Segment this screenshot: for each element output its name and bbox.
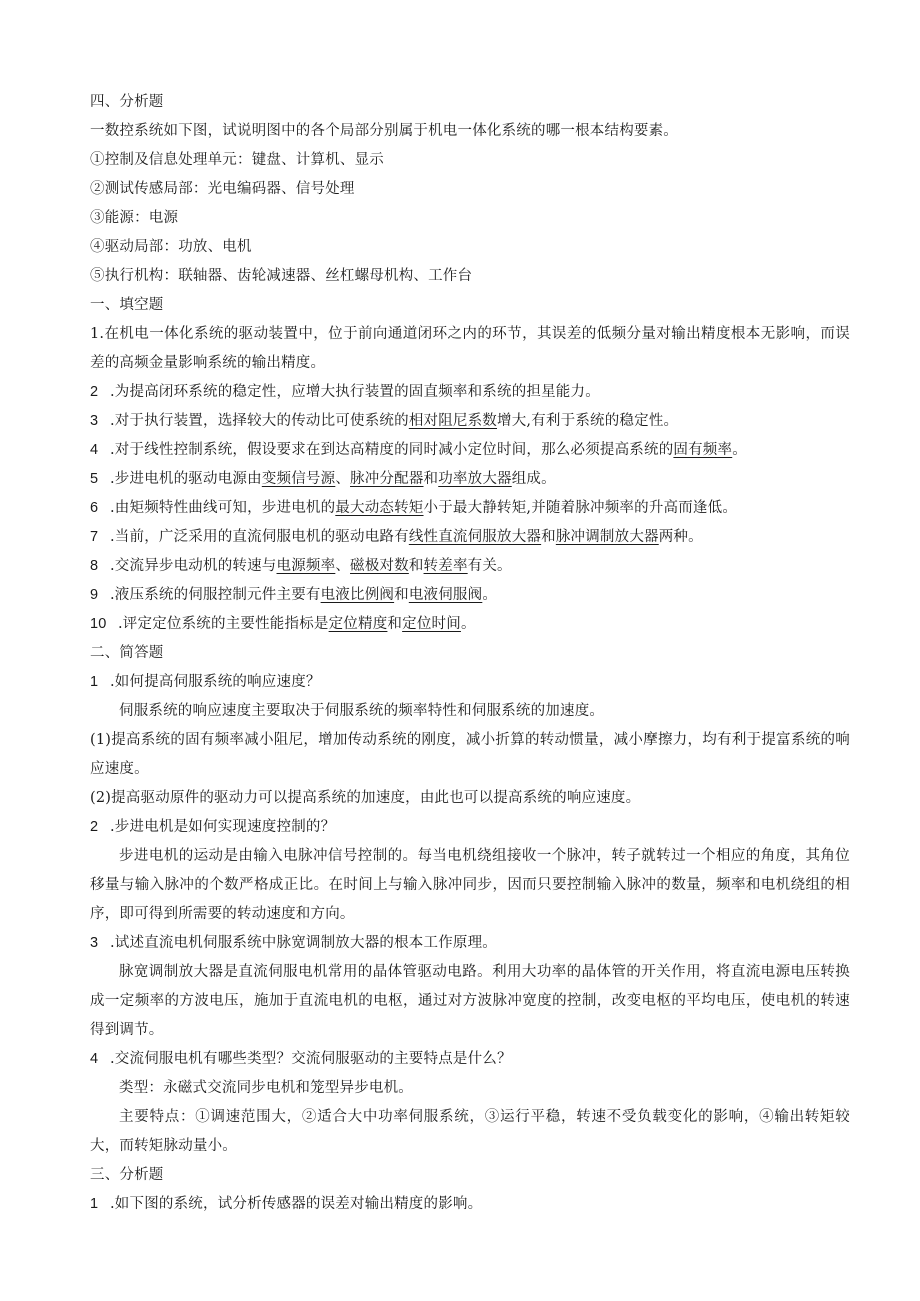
document-page [90, 88, 850, 1219]
question-text: 有关。 [467, 558, 512, 574]
separator: 和 [408, 558, 424, 574]
structure-item: ②测试传感局部：光电编码器、信号处理 [90, 181, 355, 197]
answer-paragraph: 脉宽调制放大器是直流伺服电机常用的晶体管驱动电路。利用大功率的晶体管的开关作用，将直流电源电压转换成一定频率的方波电压，施加于直流电机的电枢，通过对方波脉冲宽度的控制，改变电枢的平均电压，使电机的转速得到调节。 [90, 964, 850, 1038]
question-text: .由矩频特性曲线可知，步进电机的 [110, 500, 336, 516]
short-question-2 [90, 813, 850, 842]
question-text: 。 [732, 442, 747, 458]
answer-blank: 相对阻尼系数 [408, 413, 498, 429]
question-number: 3 [90, 413, 99, 429]
answer-blank: 定位时间 [402, 616, 461, 632]
short-question-1 [90, 668, 850, 697]
analysis-intro: 一数控系统如下图，试说明图中的各个局部分别属于机电一体化系统的哪一根本结构要素。 [90, 123, 678, 139]
short-question-3 [90, 929, 850, 958]
separator: 和 [541, 529, 556, 545]
answer-blank: 转差率 [423, 558, 468, 574]
answer-blank: 脉冲调制放大器 [555, 529, 659, 545]
fill-question-10 [90, 610, 850, 639]
answer-point: (2)提高驱动原件的驱动力可以提高系统的加速度，由此也可以提高系统的响应速度。 [90, 790, 641, 806]
structure-item: ③能源：电源 [90, 210, 179, 226]
fill-question-3 [90, 407, 850, 436]
separator: 、 [335, 471, 351, 487]
answer-blank: 电液伺服阀 [408, 587, 483, 603]
analysis-question-1 [90, 1190, 850, 1219]
question-number: 2 [90, 384, 99, 400]
question-text: 增大,有利于系统的稳定性。 [497, 413, 679, 429]
section-heading-fill-blank: 一、填空题 [90, 297, 164, 313]
question-text: .步进电机的驱动电源由 [110, 471, 262, 487]
answer-paragraph: 步进电机的运动是由输入电脉冲信号控制的。每当电机绕组接收一个脉冲，转子就转过一个相应的角度，其角位移量与输入脉冲的个数严格成正比。在时间上与输入脉冲同步，因而只要控制输入脉冲的数量，频率和电机绕组的相序，即可得到所需要的转动速度和方向。 [90, 848, 850, 922]
question-number: 4 [90, 442, 99, 458]
question-number: 7 [90, 529, 99, 545]
answer-blank: 脉冲分配器 [350, 471, 424, 487]
question-text: 组成。 [511, 471, 556, 487]
separator: 、 [335, 558, 351, 574]
question-number: 10 [90, 616, 107, 632]
question-text: .步进电机是如何实现速度控制的？ [110, 819, 336, 835]
question-text: .对于线性控制系统，假设要求在到达高精度的同时减小定位时间，那么必须提高系统的 [110, 442, 674, 458]
short-question-4 [90, 1045, 850, 1074]
question-text: .当前，广泛采用的直流伺服电机的驱动电路有 [110, 529, 409, 545]
question-text: .如下图的系统，试分析传感器的误差对输出精度的影响。 [110, 1196, 483, 1212]
question-text: 小于最大静转矩,并随着脉冲频率的升高而逢低。 [423, 500, 738, 516]
question-number: 3 [90, 935, 99, 951]
question-text: 。 [460, 616, 476, 632]
answer-blank: 功率放大器 [438, 471, 512, 487]
question-number: 1 [90, 1196, 99, 1212]
separator: 和 [387, 616, 403, 632]
question-text: .液压系统的伺服控制元件主要有 [110, 587, 321, 603]
answer-blank: 变频信号源 [261, 471, 336, 487]
fill-question-1: 1.在机电一体化系统的驱动装置中，位于前向通道闭环之内的环节，其误差的低频分量对输出精度根本无影响，而误差的高频金量影响系统的输出精度。 [90, 326, 850, 371]
answer-paragraph: 类型：永磁式交流同步电机和笼型异步电机。 [119, 1080, 413, 1096]
answer-blank: 最大动态转矩 [335, 500, 424, 516]
separator: 和 [394, 587, 409, 603]
question-number: 8 [90, 558, 99, 574]
fill-question-7 [90, 523, 850, 552]
fill-question-9 [90, 581, 850, 610]
fill-question-4 [90, 436, 850, 465]
answer-blank: 固有频率 [673, 442, 733, 458]
question-number: 9 [90, 587, 99, 603]
answer-blank: 电源频率 [276, 558, 336, 574]
question-text: 。 [482, 587, 498, 603]
question-text: 两种。 [658, 529, 703, 545]
question-number: 1 [90, 674, 99, 690]
fill-question-2 [90, 378, 850, 407]
question-text: .评定定位系统的主要性能指标是 [118, 616, 329, 632]
question-text: .试述直流电机伺服系统中脉宽调制放大器的根本工作原理。 [110, 935, 498, 951]
answer-blank: 定位精度 [328, 616, 388, 632]
question-text: .对于执行装置，选择较大的传动比可使系统的 [110, 413, 409, 429]
question-text: .如何提高伺服系统的响应速度？ [110, 674, 321, 690]
structure-item: ④驱动局部：功放、电机 [90, 239, 252, 255]
section-heading-short-answer: 二、简答题 [90, 645, 164, 661]
answer-paragraph: 伺服系统的响应速度主要取决于伺服系统的频率特性和伺服系统的加速度。 [119, 703, 605, 719]
fill-question-8 [90, 552, 850, 581]
fill-question-5 [90, 465, 850, 494]
section-heading-analysis: 四、分析题 [90, 94, 164, 110]
section-heading-analysis-2: 三、分析题 [90, 1167, 164, 1183]
answer-blank: 线性直流伺服放大器 [408, 529, 542, 545]
question-number: 4 [90, 1051, 99, 1067]
answer-point: (1)提高系统的固有频率减小阻尼，增加传动系统的刚度，减小折算的转动惯量，减小摩擦力，均有利于提富系统的响应速度。 [90, 732, 850, 777]
question-text: .交流异步电动机的转速与 [110, 558, 277, 574]
question-number: 6 [90, 500, 99, 516]
question-number: 5 [90, 471, 99, 487]
answer-blank: 电液比例阀 [320, 587, 395, 603]
question-number: 2 [90, 819, 99, 835]
question-text: .交流伺服电机有哪些类型？交流伺服驱动的主要特点是什么？ [110, 1051, 512, 1067]
structure-item: ⑤执行机构：联轴器、齿轮减速器、丝杠螺母机构、工作台 [90, 268, 473, 284]
answer-paragraph: 主要特点：①调速范围大，②适合大中功率伺服系统，③运行平稳，转速不受负载变化的影响，④输出转矩较大，而转矩脉动量小。 [90, 1109, 850, 1154]
fill-question-6 [90, 494, 850, 523]
question-text: .为提高闭环系统的稳定性，应增大执行装置的固直频率和系统的担星能力。 [110, 384, 600, 400]
separator: 和 [423, 471, 439, 487]
structure-item: ①控制及信息处理单元：键盘、计算机、显示 [90, 152, 384, 168]
answer-blank: 磁极对数 [350, 558, 409, 574]
